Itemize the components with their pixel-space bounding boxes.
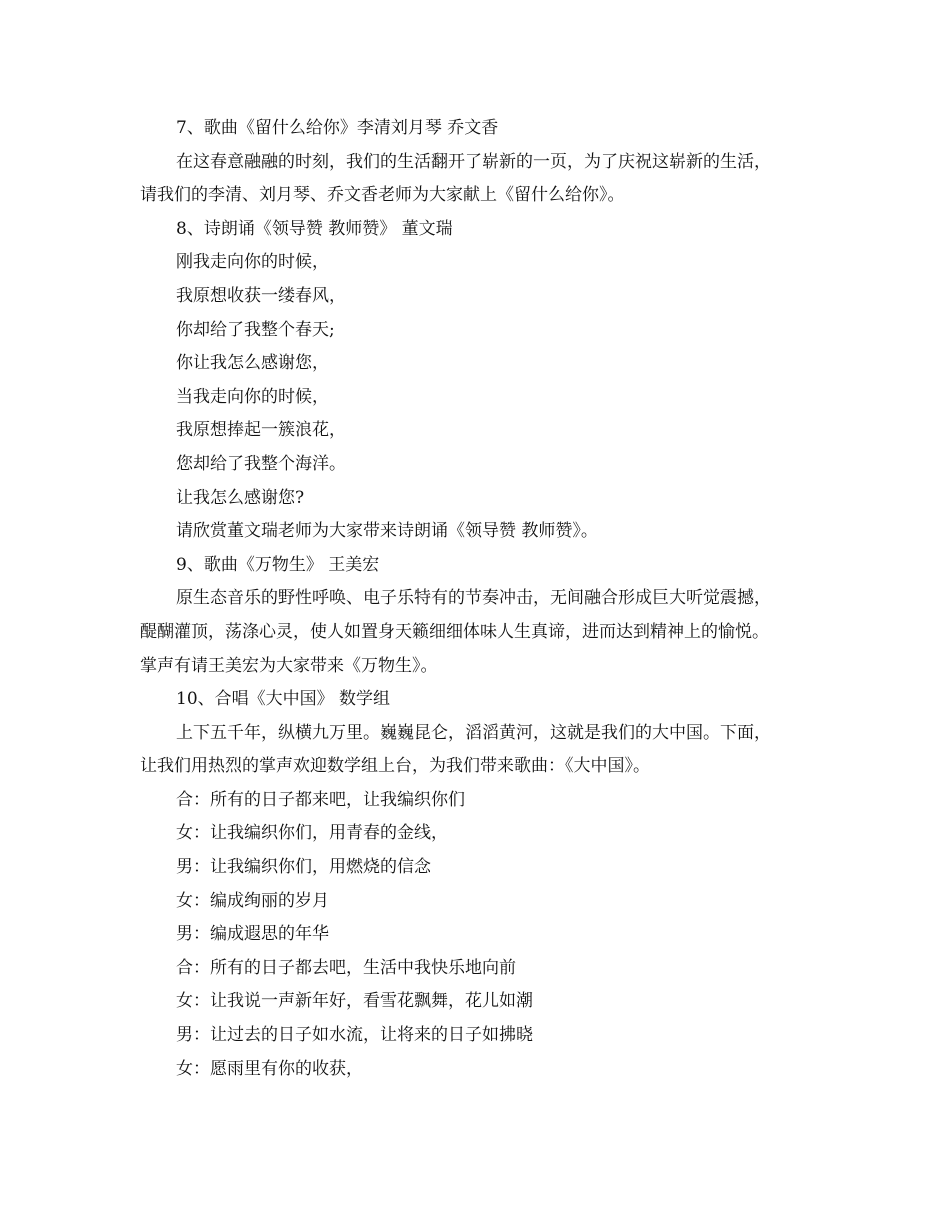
text-line: 让我们用热烈的掌声欢迎数学组上台，为我们带来歌曲：《大中国》。: [140, 756, 650, 777]
text-line: 合：所有的日子都来吧，让我编织你们: [176, 789, 465, 810]
document-body: [140, 112, 840, 1086]
text-line: 7、歌曲《留什么给你》李清刘月琴 乔文香: [176, 118, 499, 138]
text-line: 我原想捧起一簇浪花，: [176, 420, 346, 441]
text-line: 请欣赏董文瑞老师为大家带来诗朗诵《领导赞 教师赞》。: [176, 521, 598, 542]
text-line: 女：编成绚丽的岁月: [176, 890, 329, 911]
text-line: 8、诗朗诵《领导赞 教师赞》 董文瑞: [176, 218, 453, 239]
text-line: 男：让过去的日子如水流，让将来的日子如拂晓: [176, 1025, 533, 1046]
text-line: 9、歌曲《万物生》 王美宏: [176, 554, 380, 575]
text-line: 上下五千年，纵横九万里。巍巍昆仑，滔滔黄河，这就是我们的大中国。下面，: [176, 722, 771, 743]
text-line: 我原想收获一缕春风，: [176, 285, 346, 306]
text-line: 当我走向你的时候，: [176, 386, 329, 407]
text-line: 你却给了我整个春天;: [176, 319, 335, 340]
text-line: 女：让我说一声新年好，看雪花飘舞，花儿如潮: [176, 991, 533, 1012]
text-line: 您却给了我整个海洋。: [176, 453, 346, 474]
text-line: 你让我怎么感谢您，: [176, 353, 329, 374]
text-line: 女：愿雨里有你的收获，: [176, 1058, 363, 1079]
text-line: 请我们的李清、刘月琴、乔文香老师为大家献上《留什么给你》。: [140, 185, 625, 206]
text-line: 原生态音乐的野性呼唤、电子乐特有的节奏冲击，无间融合形成巨大听觉震撼，: [176, 588, 771, 609]
text-line: 男：让我编织你们，用燃烧的信念: [176, 857, 431, 878]
text-line: 合：所有的日子都去吧，生活中我快乐地向前: [176, 957, 516, 978]
text-line: 在这春意融融的时刻，我们的生活翻开了崭新的一页，为了庆祝这崭新的生活，: [176, 151, 771, 172]
text-line: 醍醐灌顶，荡涤心灵，使人如置身天籁细细体味人生真谛，进而达到精神上的愉悦。: [140, 621, 769, 642]
text-line: 女：让我编织你们，用青春的金线，: [176, 823, 448, 844]
text-line: 掌声有请王美宏为大家带来《万物生》。: [140, 655, 438, 676]
text-line: 让我怎么感谢您?: [176, 487, 305, 508]
text-line: 男：编成遐思的年华: [176, 924, 329, 945]
text-line: 10、合唱《大中国》 数学组: [176, 689, 391, 710]
text-line: 刚我走向你的时候，: [176, 252, 329, 273]
